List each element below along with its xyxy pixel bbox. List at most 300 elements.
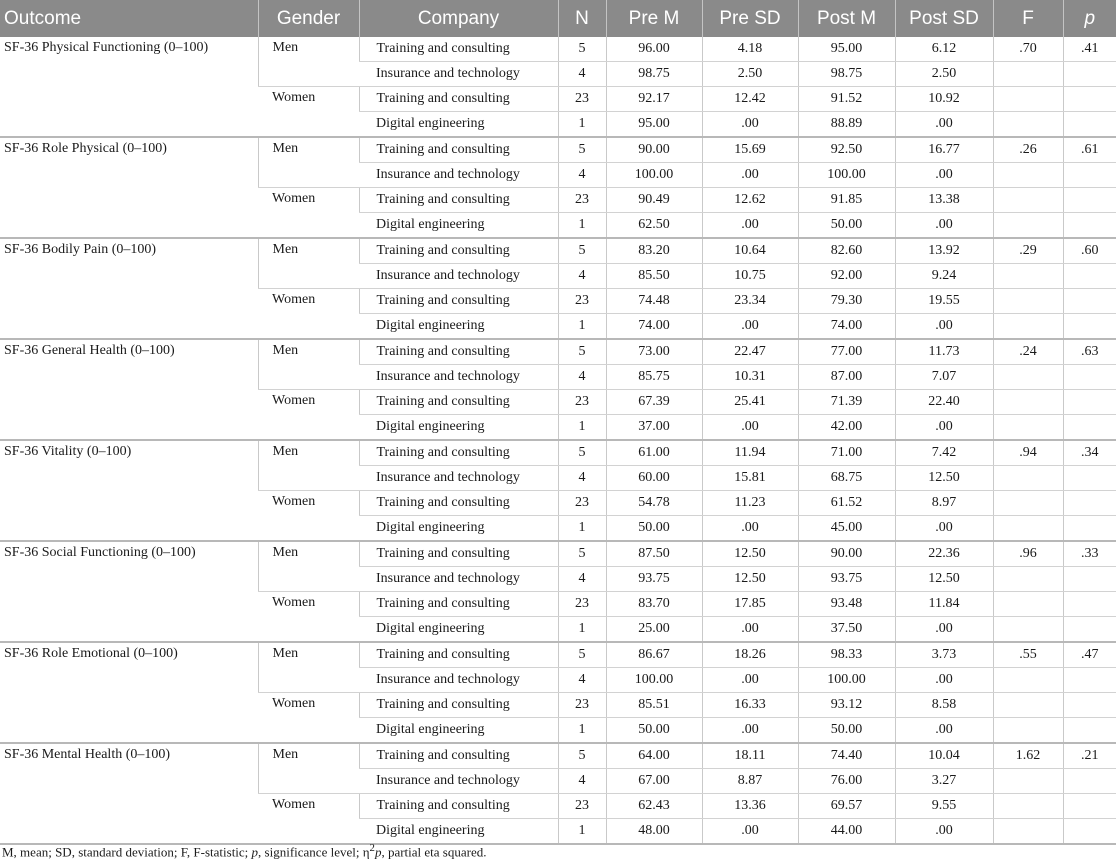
pre-m-cell: 90.49 — [606, 188, 702, 213]
f-stat-cell: .26 — [993, 137, 1063, 163]
company-cell: Training and consulting — [359, 87, 558, 112]
post-sd-cell: .00 — [895, 415, 993, 441]
post-m-cell: 93.48 — [798, 592, 895, 617]
pre-sd-cell: 8.87 — [702, 769, 798, 794]
empty-cell — [993, 819, 1063, 845]
n-cell: 5 — [558, 743, 606, 769]
empty-cell — [1063, 516, 1116, 542]
empty-cell — [1063, 693, 1116, 718]
header-n: N — [558, 0, 606, 37]
post-m-cell: 100.00 — [798, 163, 895, 188]
pre-sd-cell: 10.31 — [702, 365, 798, 390]
pre-m-cell: 25.00 — [606, 617, 702, 643]
empty-cell — [1063, 466, 1116, 491]
pre-m-cell: 98.75 — [606, 62, 702, 87]
n-cell: 23 — [558, 87, 606, 112]
post-m-cell: 93.12 — [798, 693, 895, 718]
company-cell: Training and consulting — [359, 541, 558, 567]
company-cell: Digital engineering — [359, 112, 558, 138]
company-cell: Digital engineering — [359, 819, 558, 845]
pre-m-cell: 85.50 — [606, 264, 702, 289]
gender-cell: Men — [258, 339, 359, 390]
company-cell: Training and consulting — [359, 440, 558, 466]
table-row — [0, 238, 1116, 264]
empty-cell — [1063, 112, 1116, 138]
n-cell: 23 — [558, 188, 606, 213]
post-m-cell: 50.00 — [798, 718, 895, 744]
pre-sd-cell: 4.18 — [702, 37, 798, 62]
outcome-cell: SF-36 Physical Functioning (0–100) — [0, 37, 258, 137]
post-sd-cell: .00 — [895, 516, 993, 542]
post-sd-cell: .00 — [895, 819, 993, 845]
n-cell: 23 — [558, 390, 606, 415]
pre-sd-cell: 23.34 — [702, 289, 798, 314]
p-value-cell: .60 — [1063, 238, 1116, 264]
outcome-cell: SF-36 Vitality (0–100) — [0, 440, 258, 541]
pre-m-cell: 100.00 — [606, 163, 702, 188]
n-cell: 23 — [558, 491, 606, 516]
pre-sd-cell: .00 — [702, 314, 798, 340]
post-m-cell: 50.00 — [798, 213, 895, 239]
empty-cell — [993, 390, 1063, 415]
post-sd-cell: 2.50 — [895, 62, 993, 87]
gender-cell: Men — [258, 642, 359, 693]
post-m-cell: 98.33 — [798, 642, 895, 668]
pre-m-cell: 62.43 — [606, 794, 702, 819]
company-cell: Training and consulting — [359, 238, 558, 264]
gender-cell: Women — [258, 87, 359, 138]
gender-cell: Men — [258, 238, 359, 289]
company-cell: Insurance and technology — [359, 62, 558, 87]
pre-sd-cell: 17.85 — [702, 592, 798, 617]
n-cell: 1 — [558, 819, 606, 845]
table-row — [0, 541, 1116, 567]
pre-m-cell: 74.48 — [606, 289, 702, 314]
empty-cell — [1063, 264, 1116, 289]
n-cell: 4 — [558, 668, 606, 693]
pre-m-cell: 90.00 — [606, 137, 702, 163]
company-cell: Digital engineering — [359, 617, 558, 643]
pre-sd-cell: 25.41 — [702, 390, 798, 415]
post-m-cell: 87.00 — [798, 365, 895, 390]
post-m-cell: 74.40 — [798, 743, 895, 769]
post-sd-cell: 19.55 — [895, 289, 993, 314]
company-cell: Digital engineering — [359, 415, 558, 441]
empty-cell — [1063, 289, 1116, 314]
gender-cell: Women — [258, 794, 359, 845]
n-cell: 23 — [558, 794, 606, 819]
post-sd-cell: 9.55 — [895, 794, 993, 819]
pre-m-cell: 50.00 — [606, 516, 702, 542]
post-sd-cell: 10.92 — [895, 87, 993, 112]
header-company: Company — [359, 0, 558, 37]
n-cell: 1 — [558, 617, 606, 643]
company-cell: Insurance and technology — [359, 264, 558, 289]
pre-sd-cell: .00 — [702, 163, 798, 188]
empty-cell — [1063, 415, 1116, 441]
post-sd-cell: 8.58 — [895, 693, 993, 718]
company-cell: Training and consulting — [359, 794, 558, 819]
pre-m-cell: 37.00 — [606, 415, 702, 441]
company-cell: Training and consulting — [359, 188, 558, 213]
post-sd-cell: 11.84 — [895, 592, 993, 617]
header-outcome: Outcome — [0, 0, 258, 37]
empty-cell — [1063, 617, 1116, 643]
post-m-cell: 95.00 — [798, 37, 895, 62]
company-cell: Training and consulting — [359, 693, 558, 718]
pre-m-cell: 100.00 — [606, 668, 702, 693]
pre-sd-cell: .00 — [702, 415, 798, 441]
empty-cell — [993, 62, 1063, 87]
pre-sd-cell: .00 — [702, 112, 798, 138]
f-stat-cell: .94 — [993, 440, 1063, 466]
empty-cell — [993, 491, 1063, 516]
pre-m-cell: 92.17 — [606, 87, 702, 112]
empty-cell — [993, 213, 1063, 239]
n-cell: 4 — [558, 466, 606, 491]
table-row — [0, 743, 1116, 769]
f-stat-cell: .70 — [993, 37, 1063, 62]
f-stat-cell: .29 — [993, 238, 1063, 264]
gender-cell: Women — [258, 693, 359, 744]
pre-m-cell: 67.00 — [606, 769, 702, 794]
pre-sd-cell: 11.23 — [702, 491, 798, 516]
pre-sd-cell: 12.50 — [702, 567, 798, 592]
empty-cell — [993, 188, 1063, 213]
pre-sd-cell: 15.69 — [702, 137, 798, 163]
empty-cell — [993, 617, 1063, 643]
p-value-cell: .47 — [1063, 642, 1116, 668]
post-sd-cell: 7.42 — [895, 440, 993, 466]
outcome-cell: SF-36 Role Emotional (0–100) — [0, 642, 258, 743]
gender-cell: Women — [258, 491, 359, 542]
table-row — [0, 339, 1116, 365]
n-cell: 5 — [558, 238, 606, 264]
pre-m-cell: 73.00 — [606, 339, 702, 365]
post-sd-cell: 6.12 — [895, 37, 993, 62]
footnote-superscript: 2 — [369, 842, 375, 854]
gender-cell: Women — [258, 390, 359, 441]
empty-cell — [1063, 314, 1116, 340]
pre-sd-cell: .00 — [702, 718, 798, 744]
empty-cell — [993, 567, 1063, 592]
company-cell: Insurance and technology — [359, 163, 558, 188]
header-gender: Gender — [258, 0, 359, 37]
empty-cell — [993, 466, 1063, 491]
post-m-cell: 91.85 — [798, 188, 895, 213]
empty-cell — [993, 314, 1063, 340]
empty-cell — [993, 668, 1063, 693]
f-stat-cell: .24 — [993, 339, 1063, 365]
outcome-cell: SF-36 General Health (0–100) — [0, 339, 258, 440]
header-pre-m: Pre M — [606, 0, 702, 37]
empty-cell — [993, 516, 1063, 542]
empty-cell — [993, 718, 1063, 744]
footnote-p-symbol: p — [251, 844, 259, 860]
company-cell: Digital engineering — [359, 213, 558, 239]
pre-m-cell: 86.67 — [606, 642, 702, 668]
pre-sd-cell: 18.26 — [702, 642, 798, 668]
empty-cell — [1063, 213, 1116, 239]
n-cell: 4 — [558, 264, 606, 289]
company-cell: Insurance and technology — [359, 668, 558, 693]
n-cell: 23 — [558, 289, 606, 314]
empty-cell — [993, 163, 1063, 188]
empty-cell — [1063, 87, 1116, 112]
gender-cell: Men — [258, 137, 359, 188]
n-cell: 1 — [558, 718, 606, 744]
post-sd-cell: .00 — [895, 668, 993, 693]
empty-cell — [1063, 365, 1116, 390]
post-sd-cell: 13.38 — [895, 188, 993, 213]
pre-sd-cell: 22.47 — [702, 339, 798, 365]
company-cell: Insurance and technology — [359, 769, 558, 794]
gender-cell: Men — [258, 743, 359, 794]
post-sd-cell: .00 — [895, 112, 993, 138]
empty-cell — [993, 112, 1063, 138]
post-sd-cell: 9.24 — [895, 264, 993, 289]
outcome-cell: SF-36 Role Physical (0–100) — [0, 137, 258, 238]
post-m-cell: 71.00 — [798, 440, 895, 466]
company-cell: Digital engineering — [359, 516, 558, 542]
n-cell: 1 — [558, 516, 606, 542]
post-sd-cell: .00 — [895, 213, 993, 239]
pre-sd-cell: .00 — [702, 668, 798, 693]
empty-cell — [1063, 819, 1116, 845]
empty-cell — [993, 794, 1063, 819]
pre-sd-cell: .00 — [702, 213, 798, 239]
n-cell: 1 — [558, 314, 606, 340]
pre-m-cell: 93.75 — [606, 567, 702, 592]
post-m-cell: 91.52 — [798, 87, 895, 112]
n-cell: 5 — [558, 37, 606, 62]
n-cell: 23 — [558, 693, 606, 718]
n-cell: 1 — [558, 213, 606, 239]
pre-sd-cell: 15.81 — [702, 466, 798, 491]
p-value-cell: .63 — [1063, 339, 1116, 365]
empty-cell — [1063, 188, 1116, 213]
pre-m-cell: 64.00 — [606, 743, 702, 769]
empty-cell — [1063, 794, 1116, 819]
header-p: p — [1063, 0, 1116, 37]
outcome-cell: SF-36 Social Functioning (0–100) — [0, 541, 258, 642]
outcome-cell: SF-36 Mental Health (0–100) — [0, 743, 258, 844]
n-cell: 4 — [558, 567, 606, 592]
pre-m-cell: 85.75 — [606, 365, 702, 390]
n-cell: 4 — [558, 163, 606, 188]
f-stat-cell: .55 — [993, 642, 1063, 668]
post-m-cell: 37.50 — [798, 617, 895, 643]
n-cell: 4 — [558, 365, 606, 390]
empty-cell — [993, 769, 1063, 794]
pre-sd-cell: 12.42 — [702, 87, 798, 112]
pre-m-cell: 54.78 — [606, 491, 702, 516]
pre-sd-cell: 10.64 — [702, 238, 798, 264]
pre-sd-cell: 16.33 — [702, 693, 798, 718]
pre-m-cell: 83.20 — [606, 238, 702, 264]
company-cell: Insurance and technology — [359, 365, 558, 390]
post-m-cell: 69.57 — [798, 794, 895, 819]
post-m-cell: 71.39 — [798, 390, 895, 415]
pre-m-cell: 48.00 — [606, 819, 702, 845]
post-m-cell: 90.00 — [798, 541, 895, 567]
outcome-cell: SF-36 Bodily Pain (0–100) — [0, 238, 258, 339]
n-cell: 4 — [558, 769, 606, 794]
post-m-cell: 45.00 — [798, 516, 895, 542]
company-cell: Training and consulting — [359, 642, 558, 668]
empty-cell — [993, 693, 1063, 718]
table-row — [0, 440, 1116, 466]
post-sd-cell: 12.50 — [895, 466, 993, 491]
post-m-cell: 98.75 — [798, 62, 895, 87]
gender-cell: Men — [258, 440, 359, 491]
p-value-cell: .41 — [1063, 37, 1116, 62]
pre-m-cell: 83.70 — [606, 592, 702, 617]
post-sd-cell: 12.50 — [895, 567, 993, 592]
pre-sd-cell: 12.50 — [702, 541, 798, 567]
empty-cell — [1063, 592, 1116, 617]
post-m-cell: 92.00 — [798, 264, 895, 289]
pre-sd-cell: 12.62 — [702, 188, 798, 213]
post-sd-cell: .00 — [895, 163, 993, 188]
header-post-sd: Post SD — [895, 0, 993, 37]
post-sd-cell: 8.97 — [895, 491, 993, 516]
p-value-cell: .61 — [1063, 137, 1116, 163]
company-cell: Training and consulting — [359, 592, 558, 617]
header-f: F — [993, 0, 1063, 37]
pre-m-cell: 62.50 — [606, 213, 702, 239]
footnote-text-1: M, mean; SD, standard deviation; F, F-statistic; — [2, 844, 252, 860]
post-sd-cell: 3.73 — [895, 642, 993, 668]
empty-cell — [993, 264, 1063, 289]
post-sd-cell: 7.07 — [895, 365, 993, 390]
f-stat-cell: .96 — [993, 541, 1063, 567]
empty-cell — [993, 592, 1063, 617]
empty-cell — [1063, 567, 1116, 592]
empty-cell — [1063, 163, 1116, 188]
company-cell: Training and consulting — [359, 137, 558, 163]
post-m-cell: 100.00 — [798, 668, 895, 693]
post-sd-cell: .00 — [895, 617, 993, 643]
p-value-cell: .21 — [1063, 743, 1116, 769]
gender-cell: Men — [258, 37, 359, 87]
gender-cell: Women — [258, 289, 359, 340]
empty-cell — [993, 87, 1063, 112]
post-m-cell: 93.75 — [798, 567, 895, 592]
pre-sd-cell: 18.11 — [702, 743, 798, 769]
post-sd-cell: 22.40 — [895, 390, 993, 415]
pre-sd-cell: 11.94 — [702, 440, 798, 466]
post-m-cell: 74.00 — [798, 314, 895, 340]
pre-sd-cell: .00 — [702, 819, 798, 845]
n-cell: 4 — [558, 62, 606, 87]
table-row — [0, 642, 1116, 668]
footnote-p-symbol-2: p — [374, 844, 382, 860]
p-value-cell: .33 — [1063, 541, 1116, 567]
n-cell: 5 — [558, 541, 606, 567]
empty-cell — [1063, 718, 1116, 744]
company-cell: Digital engineering — [359, 718, 558, 744]
post-m-cell: 82.60 — [798, 238, 895, 264]
pre-m-cell: 60.00 — [606, 466, 702, 491]
pre-sd-cell: .00 — [702, 617, 798, 643]
post-sd-cell: 10.04 — [895, 743, 993, 769]
post-m-cell: 77.00 — [798, 339, 895, 365]
pre-m-cell: 95.00 — [606, 112, 702, 138]
n-cell: 5 — [558, 440, 606, 466]
gender-cell: Women — [258, 592, 359, 643]
n-cell: 5 — [558, 137, 606, 163]
pre-m-cell: 74.00 — [606, 314, 702, 340]
post-m-cell: 44.00 — [798, 819, 895, 845]
company-cell: Training and consulting — [359, 743, 558, 769]
post-sd-cell: 11.73 — [895, 339, 993, 365]
company-cell: Training and consulting — [359, 491, 558, 516]
post-sd-cell: .00 — [895, 314, 993, 340]
pre-m-cell: 61.00 — [606, 440, 702, 466]
gender-cell: Men — [258, 541, 359, 592]
pre-sd-cell: .00 — [702, 516, 798, 542]
post-sd-cell: 22.36 — [895, 541, 993, 567]
post-sd-cell: 16.77 — [895, 137, 993, 163]
n-cell: 5 — [558, 642, 606, 668]
footnote-text-2: , significance level; η — [258, 844, 370, 860]
n-cell: 1 — [558, 415, 606, 441]
pre-sd-cell: 2.50 — [702, 62, 798, 87]
empty-cell — [1063, 668, 1116, 693]
header-row — [0, 0, 1116, 37]
empty-cell — [993, 289, 1063, 314]
company-cell: Training and consulting — [359, 37, 558, 62]
post-m-cell: 79.30 — [798, 289, 895, 314]
pre-m-cell: 67.39 — [606, 390, 702, 415]
post-m-cell: 92.50 — [798, 137, 895, 163]
n-cell: 1 — [558, 112, 606, 138]
pre-sd-cell: 13.36 — [702, 794, 798, 819]
company-cell: Training and consulting — [359, 339, 558, 365]
empty-cell — [1063, 491, 1116, 516]
empty-cell — [1063, 62, 1116, 87]
pre-m-cell: 87.50 — [606, 541, 702, 567]
post-m-cell: 88.89 — [798, 112, 895, 138]
table-footnote — [2, 842, 487, 860]
p-value-cell: .34 — [1063, 440, 1116, 466]
table-row — [0, 37, 1116, 62]
header-post-m: Post M — [798, 0, 895, 37]
company-cell: Training and consulting — [359, 390, 558, 415]
company-cell: Digital engineering — [359, 314, 558, 340]
pre-m-cell: 96.00 — [606, 37, 702, 62]
empty-cell — [993, 415, 1063, 441]
post-sd-cell: 3.27 — [895, 769, 993, 794]
empty-cell — [993, 365, 1063, 390]
company-cell: Insurance and technology — [359, 466, 558, 491]
n-cell: 5 — [558, 339, 606, 365]
n-cell: 23 — [558, 592, 606, 617]
post-m-cell: 68.75 — [798, 466, 895, 491]
post-m-cell: 76.00 — [798, 769, 895, 794]
post-m-cell: 42.00 — [798, 415, 895, 441]
company-cell: Insurance and technology — [359, 567, 558, 592]
post-sd-cell: .00 — [895, 718, 993, 744]
pre-sd-cell: 10.75 — [702, 264, 798, 289]
pre-m-cell: 85.51 — [606, 693, 702, 718]
table-body — [0, 37, 1116, 844]
header-pre-sd: Pre SD — [702, 0, 798, 37]
gender-cell: Women — [258, 188, 359, 239]
post-m-cell: 61.52 — [798, 491, 895, 516]
pre-m-cell: 50.00 — [606, 718, 702, 744]
